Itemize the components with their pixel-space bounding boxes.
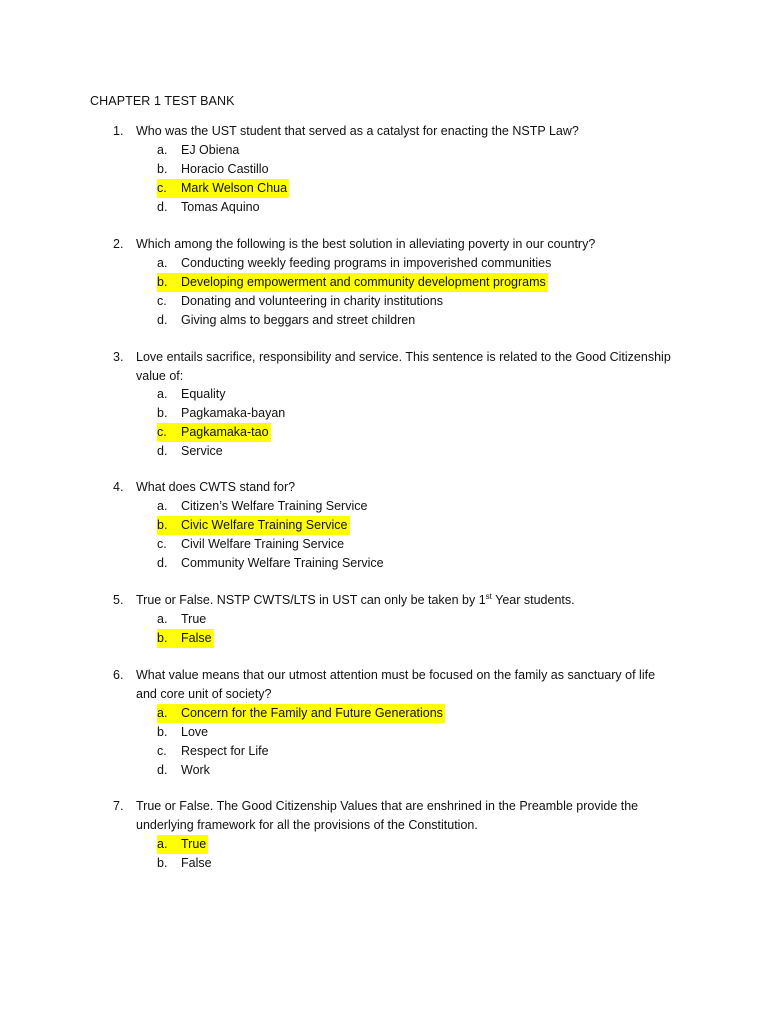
option-text: Tomas Aquino [181,200,260,214]
question-text-line-2: value of: [136,369,184,383]
option-b [157,160,269,179]
option-d [157,198,260,217]
question-text-tail: Year students. [491,593,575,607]
option-letter: b. [157,406,168,420]
option-text: Giving alms to beggars and street children [181,313,416,327]
question-text-line-2: underlying framework for all the provisions of the Constitution. [136,818,478,832]
option-letter: d. [157,556,168,570]
option-letter: c. [157,181,167,195]
option-text: Donating and volunteering in charity institutions [181,294,443,308]
option-letter: d. [157,200,168,214]
option-a [157,610,206,629]
option-letter: b. [157,725,168,739]
option-a [157,141,239,160]
option-letter: a. [157,387,168,401]
question-number: 7. [113,799,124,813]
option-text: Conducting weekly feeding programs in impoverished communities [181,256,552,270]
question-number: 6. [113,668,124,682]
option-text: Horacio Castillo [181,162,269,176]
option-text: Citizen’s Welfare Training Service [181,499,368,513]
option-d [157,761,210,780]
option-a-highlighted [157,704,445,723]
option-text: True [181,837,207,851]
option-letter: c. [157,425,167,439]
question-text-line-1: Love entails sacrifice, responsibility and service. This sentence is related to the Good Citizenship [136,350,671,364]
option-c [157,292,443,311]
ordinal-superscript: st [485,591,492,601]
option-letter: d. [157,444,168,458]
question-text-line-1: What value means that our utmost attention must be focused on the family as sanctuary of life [136,668,656,682]
option-letter: c. [157,744,167,758]
question-text-line-1: True or False. The Good Citizenship Values that are enshrined in the Preamble provide the [136,799,639,813]
option-c-highlighted [157,179,289,198]
option-d [157,311,415,330]
option-text: Mark Welson Chua [181,181,288,195]
option-a [157,254,551,273]
option-text: Civic Welfare Training Service [181,518,348,532]
option-letter: b. [157,162,168,176]
option-letter: c. [157,537,167,551]
option-letter: a. [157,612,168,626]
question-text: Who was the UST student that served as a catalyst for enacting the NSTP Law? [136,124,579,138]
option-text: False [181,631,212,645]
option-letter: a. [157,256,168,270]
option-text: Developing empowerment and community development programs [181,275,546,289]
option-letter: a. [157,499,168,513]
option-letter: b. [157,631,168,645]
option-letter: a. [157,837,168,851]
option-letter: b. [157,518,168,532]
option-a [157,497,367,516]
option-letter: b. [157,275,168,289]
option-a-highlighted [157,835,208,854]
option-text: Concern for the Family and Future Generations [181,706,443,720]
option-text: Equality [181,387,226,401]
option-c-highlighted [157,423,271,442]
question-number: 2. [113,237,124,251]
option-text: Respect for Life [181,744,269,758]
option-text: Love [181,725,209,739]
option-b [157,404,285,423]
option-text: Pagkamaka-tao [181,425,269,439]
question-number: 5. [113,593,124,607]
option-text: Work [181,763,210,777]
option-d [157,554,384,573]
option-b-highlighted [157,629,214,648]
option-text: Civil Welfare Training Service [181,537,345,551]
question-number: 1. [113,124,124,138]
option-text: Community Welfare Training Service [181,556,384,570]
option-text: False [181,856,212,870]
question-text-main: True or False. NSTP CWTS/LTS in UST can only be taken by 1 [136,593,486,607]
option-letter: c. [157,294,167,308]
option-b-highlighted [157,516,350,535]
question-number: 3. [113,350,124,364]
option-text: Pagkamaka-bayan [181,406,286,420]
option-c [157,742,269,761]
option-letter: b. [157,856,168,870]
option-text: True [181,612,207,626]
question-text: What does CWTS stand for? [136,480,296,494]
question-text [136,591,676,610]
option-text: Service [181,444,223,458]
option-d [157,442,223,461]
option-a [157,385,225,404]
option-c [157,535,344,554]
question-text: Which among the following is the best solution in alleviating poverty in our country? [136,237,596,251]
option-text: EJ Obiena [181,143,240,157]
option-b [157,854,212,873]
question-text-line-2: and core unit of society? [136,687,272,701]
option-letter: d. [157,313,168,327]
option-letter: d. [157,763,168,777]
document-title: CHAPTER 1 TEST BANK [90,94,235,108]
option-b-highlighted [157,273,548,292]
option-letter: a. [157,706,168,720]
option-letter: a. [157,143,168,157]
option-b [157,723,208,742]
question-number: 4. [113,480,124,494]
